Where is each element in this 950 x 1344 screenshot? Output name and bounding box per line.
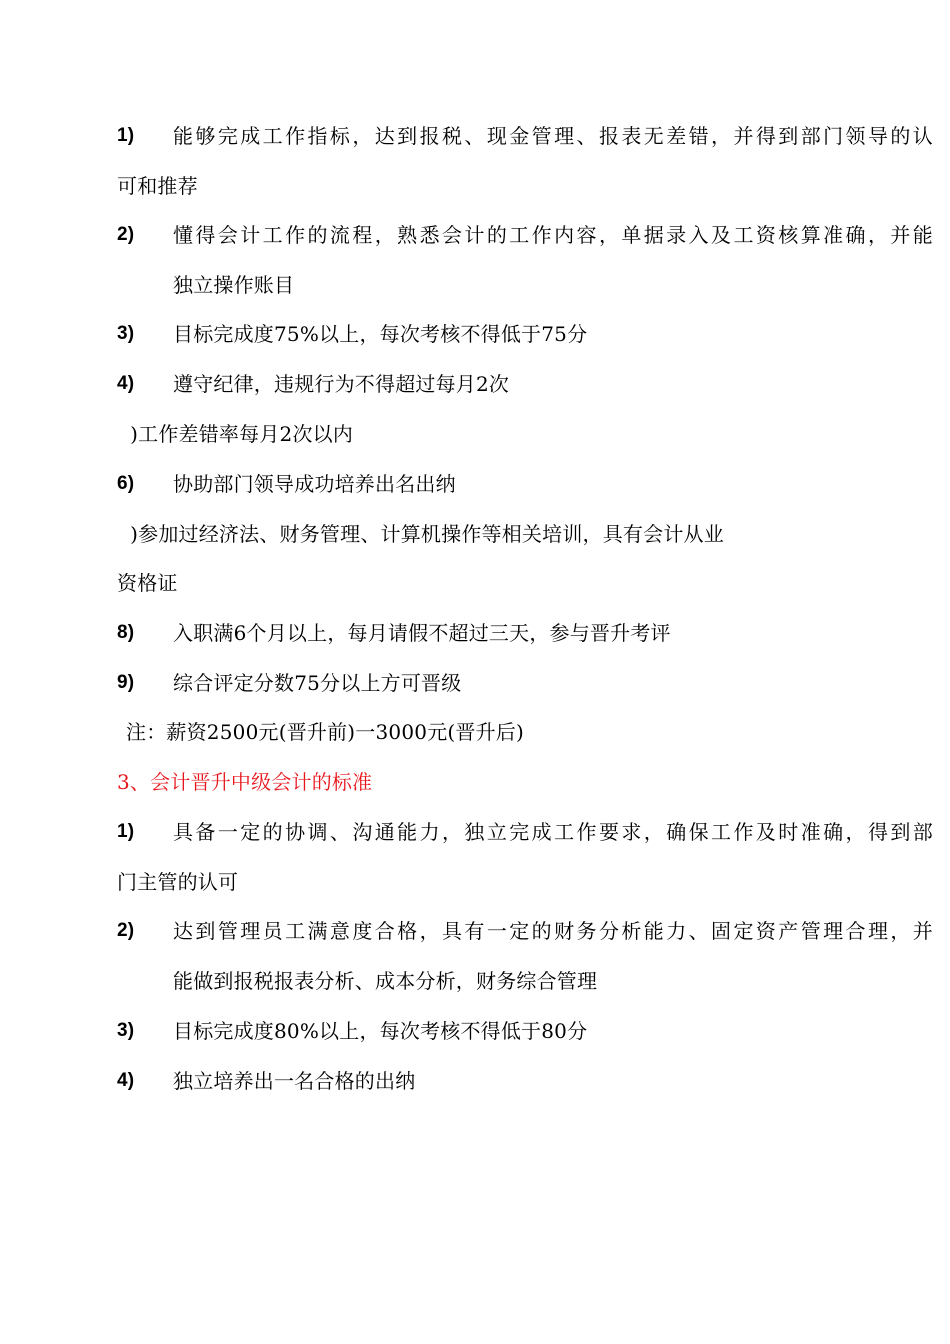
item-number: 2) (117, 920, 135, 941)
item-number: 4) (117, 373, 135, 394)
item-number: 1) (117, 125, 135, 146)
item-number: 2) (117, 224, 135, 245)
item-number: 8) (117, 622, 135, 643)
list-item: )参加过经济法、财务管理、计算机操作等相关培训，具有会计从业 (117, 522, 724, 546)
item-number: 4) (117, 1070, 135, 1091)
item-text: 能够完成工作指标，达到报税、现金管理、报表无差错，并得到部门领导的认 (173, 124, 933, 148)
item-text: 目标完成度75%以上，每次考核不得低于75分 (173, 322, 588, 346)
item-text: 协助部门领导成功培养出名出纳 (173, 472, 456, 496)
item-number: 3) (117, 1020, 135, 1041)
item-number: 1) (117, 821, 135, 842)
item-continuation: 能做到报税报表分析、成本分析，财务综合管理 (173, 969, 598, 993)
item-text: 独立培养出一名合格的出纳 (173, 1069, 416, 1093)
item-number: 3) (117, 323, 135, 344)
item-text: 入职满6个月以上，每月请假不超过三天，参与晋升考评 (173, 621, 671, 645)
salary-note: 注：薪资2500元(晋升前)一3000元(晋升后) (126, 720, 525, 744)
item-text: 达到管理员工满意度合格，具有一定的财务分析能力、固定资产管理合理，并 (173, 919, 933, 943)
item-number: 9) (117, 672, 135, 693)
item-text: 遵守纪律，违规行为不得超过每月2次 (173, 372, 510, 396)
item-continuation: 门主管的认可 (117, 870, 239, 894)
item-text: 综合评定分数75分以上方可晋级 (173, 671, 462, 695)
section-heading: 3、会计晋升中级会计的标准 (117, 770, 373, 794)
list-item: )工作差错率每月2次以内 (117, 422, 354, 446)
item-continuation: 资格证 (117, 571, 178, 595)
item-text: 具备一定的协调、沟通能力，独立完成工作要求，确保工作及时准确，得到部 (173, 820, 933, 844)
item-text: 目标完成度80%以上，每次考核不得低于80分 (173, 1019, 588, 1043)
item-continuation: 可和推荐 (117, 174, 198, 198)
item-text: 懂得会计工作的流程，熟悉会计的工作内容，单据录入及工资核算准确，并能 (173, 223, 933, 247)
item-number: 6) (117, 473, 135, 494)
item-continuation: 独立操作账目 (173, 273, 295, 297)
